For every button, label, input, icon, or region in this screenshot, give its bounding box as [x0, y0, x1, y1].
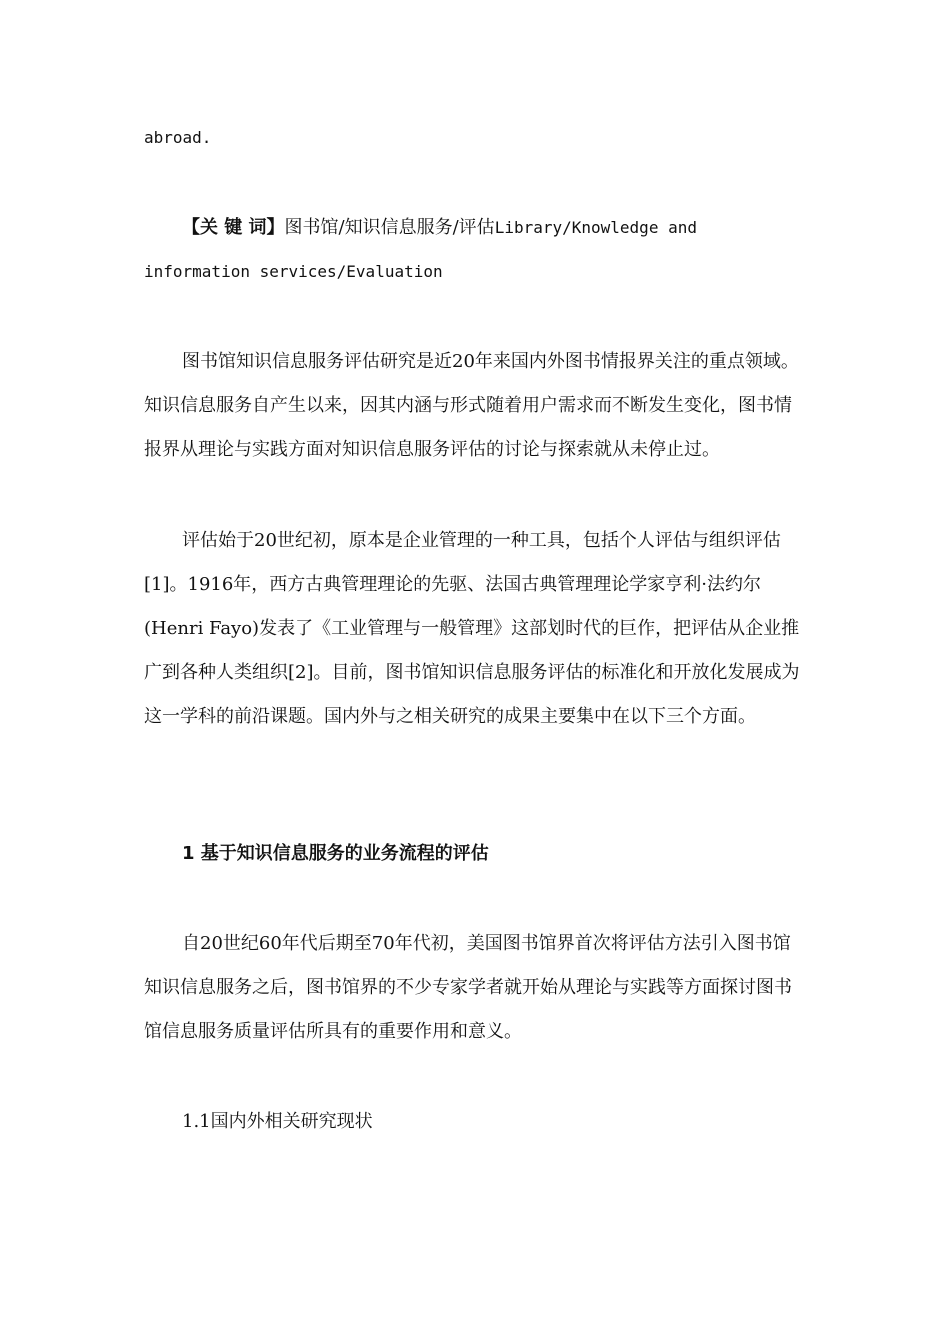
keywords-line — [144, 206, 808, 294]
keywords-label: 【关 键 词】 — [182, 217, 285, 238]
subsection-1-1-title: 1.1国内外相关研究现状 — [182, 1111, 373, 1132]
paragraph-3: 自20世纪60年代后期至70年代初，美国图书馆界首次将评估方法引入图书馆知识信息服务之后，图书馆界的不少专家学者就开始从理论与实践等方面探讨图书馆信息服务质量评估所具有的重要作用和意义。 — [144, 933, 792, 1042]
abstract-tail-text: abroad. — [144, 128, 212, 147]
paragraph-1: 图书馆知识信息服务评估研究是近20年来国内外图书情报界关注的重点领域。知识信息服务自产生以来，因其内涵与形式随着用户需求而不断发生变化，图书情报界从理论与实践方面对知识信息服务评估的讨论与探索就从未停止过。 — [144, 351, 799, 460]
keywords-en: Library/Knowledge and information services/Evaluation — [144, 218, 697, 281]
section-1-title: 1 基于知识信息服务的业务流程的评估 — [182, 843, 489, 864]
keywords-cn: 图书馆/知识信息服务/评估 — [284, 217, 495, 238]
paragraph-2: 评估始于20世纪初，原本是企业管理的一种工具，包括个人评估与组织评估[1]。1916年，西方古典管理理论的先驱、法国古典管理理论学家亨利·法约尔(Henri Fayo)发表了《工业管理与一般管理》这部划时代的巨作，把评估从企业推广到各种人类组织[2]。目前，图书馆知识信息服务评估的标准化和开放化发展成为这一学科的前沿课题。国内外与之相关研究的成果主要集中在以下三个方面。 — [144, 530, 800, 727]
